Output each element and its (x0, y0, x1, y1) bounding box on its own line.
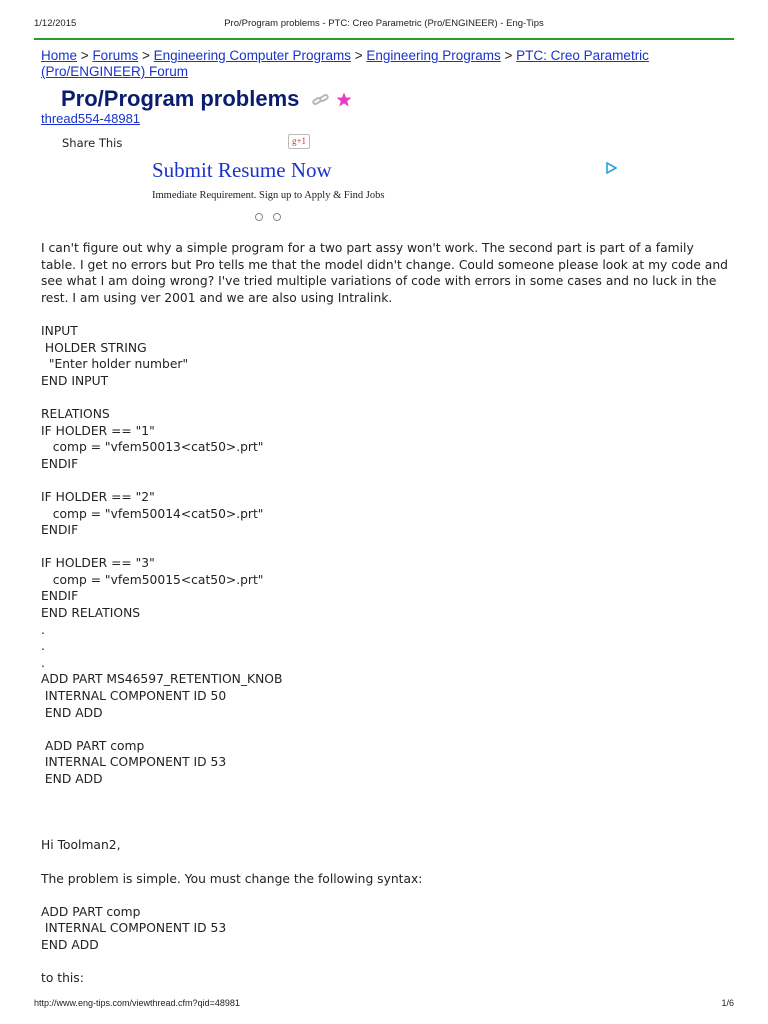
thread-id-link[interactable]: thread554-48981 (41, 111, 141, 126)
breadcrumb-separator: > (80, 48, 89, 63)
post-original (41, 240, 731, 987)
text-line: "Enter holder number" (41, 357, 189, 372)
post-intro-text: I can't figure out why a simple program for a two part assy won't work. The second part is part of a family table. I get no errors but Pro tells me that the model didn't change. Could someone please look at my code and see what I am doing wrong? I've tried multiple variations of code with errors in some cases and no luck in the rest. I am using ver 2001 and we are also using Intralink. (41, 241, 728, 305)
text-line (41, 539, 731, 556)
text-line: comp = "vfem50014<cat50>.prt" (41, 506, 264, 521)
print-title: Pro/Program problems - PTC: Creo Parametric (Pro/ENGINEER) - Eng-Tips (224, 18, 544, 29)
code-block (41, 323, 731, 788)
link-icon[interactable] (312, 93, 330, 107)
text-line: HOLDER STRING (41, 340, 147, 355)
text-line: to this: (41, 971, 84, 986)
breadcrumb-pro-engineer-forum[interactable]: (Pro/ENGINEER) Forum (41, 64, 189, 79)
google-plus-button[interactable]: g+1 (288, 134, 310, 149)
text-line: END ADD (41, 772, 103, 786)
ad-choices-icon[interactable] (605, 159, 617, 178)
page-title (61, 86, 352, 113)
breadcrumb-separator: > (141, 48, 150, 63)
breadcrumb-separator: > (504, 48, 513, 63)
print-footer (34, 998, 734, 1010)
text-line (41, 721, 731, 738)
text-line: ENDIF (41, 456, 79, 471)
text-line: IF HOLDER == "2" (41, 489, 155, 504)
breadcrumb-forums[interactable]: Forums (92, 48, 139, 63)
text-line: ADD PART comp (41, 738, 145, 753)
header-divider (34, 38, 734, 40)
text-line: END ADD (41, 937, 99, 952)
text-line: The problem is simple. You must change the following syntax: (41, 871, 423, 886)
print-header (34, 18, 734, 32)
text-line (41, 887, 731, 904)
text-line: END INPUT (41, 373, 109, 388)
text-line: INTERNAL COMPONENT ID 53 (41, 755, 227, 770)
text-line: ADD PART MS46597_RETENTION_KNOB (41, 672, 283, 687)
carousel-dot[interactable] (273, 213, 281, 221)
star-icon[interactable] (336, 92, 352, 107)
ad-carousel-dots (255, 206, 291, 225)
text-line: END RELATIONS (41, 606, 141, 621)
text-line: RELATIONS (41, 406, 110, 421)
text-line: INTERNAL COMPONENT ID 53 (41, 921, 227, 936)
breadcrumb-engineering-programs[interactable]: Engineering Programs (366, 48, 501, 63)
thread-title: Pro/Program problems (61, 86, 300, 111)
text-line: IF HOLDER == "3" (41, 556, 155, 571)
text-line: IF HOLDER == "1" (41, 423, 155, 438)
text-line: INTERNAL COMPONENT ID 50 (41, 689, 227, 704)
text-line (41, 854, 731, 871)
ad-subtitle: Immediate Requirement. Sign up to Apply & Find Jobs (152, 190, 385, 201)
breadcrumb-separator: > (354, 48, 363, 63)
breadcrumb-ptc-creo-parametric[interactable]: PTC: Creo Parametric (516, 48, 649, 63)
text-line: . (41, 639, 45, 654)
carousel-dot[interactable] (255, 213, 263, 221)
print-url: http://www.eng-tips.com/viewthread.cfm?qid=48981 (34, 998, 240, 1008)
text-line: ENDIF (41, 589, 79, 604)
text-line (41, 472, 731, 489)
text-line: . (41, 655, 45, 670)
breadcrumb (41, 48, 681, 80)
text-line: INPUT (41, 323, 78, 338)
post-reply (41, 837, 731, 986)
text-line: ADD PART comp (41, 904, 141, 919)
ad-title[interactable]: Submit Resume Now (152, 158, 332, 182)
text-line (41, 389, 731, 406)
text-line: Hi Toolman2, (41, 838, 121, 853)
text-line: END ADD (41, 705, 103, 720)
print-date: 1/12/2015 (34, 18, 77, 29)
share-this[interactable]: Share This (62, 136, 123, 150)
text-line (41, 954, 731, 971)
breadcrumb-engineering-computer-programs[interactable]: Engineering Computer Programs (153, 48, 351, 63)
text-line: ENDIF (41, 523, 79, 538)
text-line: comp = "vfem50015<cat50>.prt" (41, 572, 264, 587)
text-line: comp = "vfem50013<cat50>.prt" (41, 440, 264, 455)
text-line: . (41, 622, 45, 637)
breadcrumb-home[interactable]: Home (41, 48, 78, 63)
print-page-number: 1/6 (721, 998, 734, 1008)
